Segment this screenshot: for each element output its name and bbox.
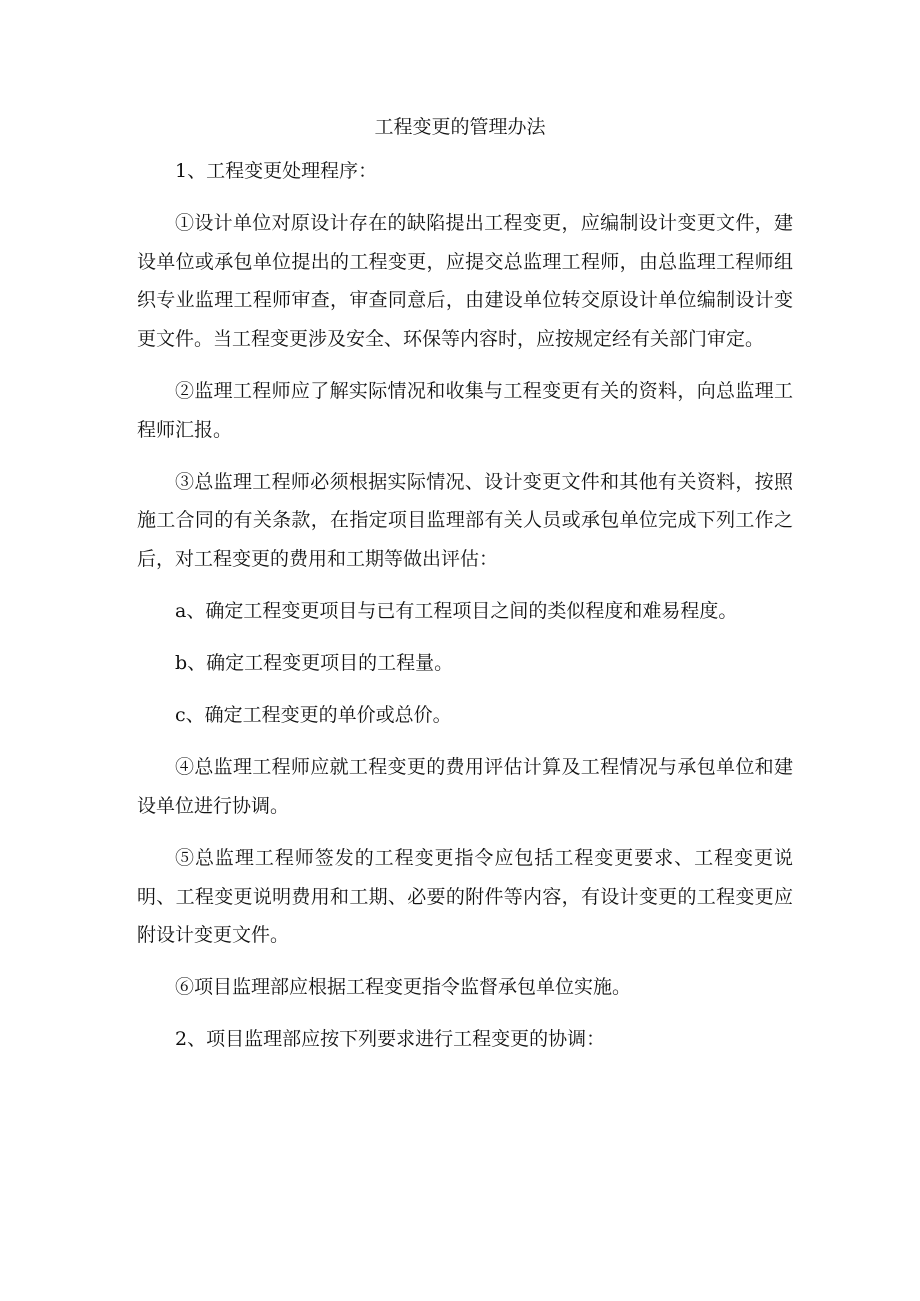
section-heading-coordination: 2、项目监理部应按下列要求进行工程变更的协调： [175,1028,606,1051]
document-body [137,152,793,1072]
list-item-c: c、确定工程变更的单价或总价。 [175,704,452,727]
paragraph-step-5: ⑤总监理工程师签发的工程变更指令应包括工程变更要求、工程变更说明、工程变更说明费用和工期、必要的附件等内容，有设计变更的工程变更应附设计变更文件。 [137,846,793,947]
document-title: 工程变更的管理办法 [374,116,546,138]
section-heading-procedure: 1、工程变更处理程序： [175,160,378,182]
paragraph-step-1: ①设计单位对原设计存在的缺陷提出工程变更，应编制设计变更文件，建设单位或承包单位提出的工程变更，应提交总监理工程师，由总监理工程师组织专业监理工程师审查，审查同意后，由建设单位转交原设计单位编制设计变更文件。当工程变更涉及安全、环保等内容时，应按规定经有关部门审定。 [137,212,793,350]
paragraph-step-3: ③总监理工程师必须根据实际情况、设计变更文件和其他有关资料，按照施工合同的有关条款，在指定项目监理部有关人员或承包单位完成下列工作之后，对工程变更的费用和工期等做出评估： [137,470,793,570]
list-item-a: a、确定工程变更项目与已有工程项目之间的类似程度和难易程度。 [175,599,738,622]
paragraph-step-2: ②监理工程师应了解实际情况和收集与工程变更有关的资料，向总监理工程师汇报。 [137,379,793,441]
list-item-b: b、确定工程变更项目的工程量。 [175,652,454,675]
paragraph-step-4: ④总监理工程师应就工程变更的费用评估计算及工程情况与承包单位和建设单位进行协调。 [137,756,793,817]
paragraph-step-6: ⑥项目监理部应根据工程变更指令监督承包单位实施。 [175,976,632,999]
